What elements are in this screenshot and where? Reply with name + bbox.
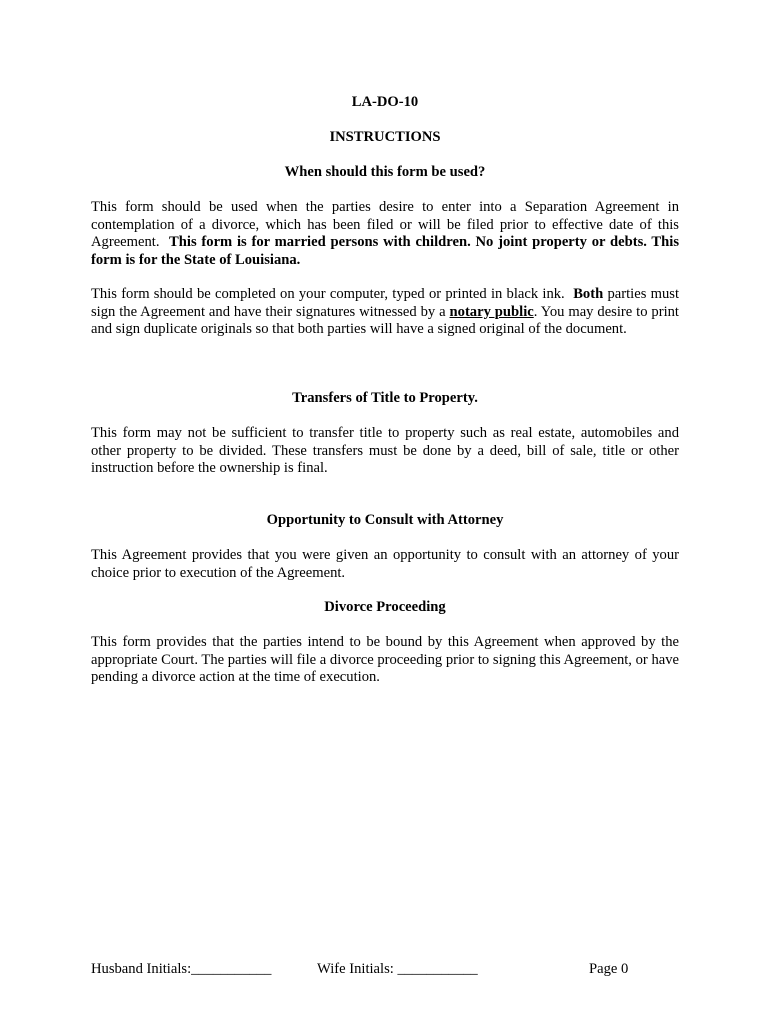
paragraph-completion: [91, 286, 679, 339]
completion-bold-both: Both: [573, 286, 604, 302]
completion-text-a: This form should be completed on your computer, typed or printed in black ink.: [91, 286, 565, 302]
wife-initials-field[interactable]: Wife Initials: ___________: [317, 961, 478, 977]
form-id: LA-DO-10: [351, 94, 419, 110]
paragraph-divorce: This form provides that the parties intend to be bound by this Agreement when approved by the appropriate Court. The parties will file a divorce proceeding prior to signing this Agreement, or have pending a divorce action at the time of execution.: [91, 634, 679, 685]
section-title-divorce: Divorce Proceeding: [324, 599, 446, 615]
completion-text-b: parties must sign the Agreement and have their signatures witnessed by a: [91, 286, 679, 320]
section-title-attorney: Opportunity to Consult with Attorney: [266, 512, 504, 528]
section-title-when: When should this form be used?: [284, 164, 486, 180]
section-title-transfers: Transfers of Title to Property.: [292, 390, 478, 406]
paragraph-transfers: This form may not be sufficient to transfer title to property such as real estate, automobiles and other property to be divided. These transfers must be done by a deed, bill of sale, title or other instruction before the ownership is final.: [91, 425, 679, 476]
paragraph-when-usage: [91, 199, 679, 269]
notary-public-term: notary public: [449, 303, 534, 320]
page-number: Page 0: [589, 961, 629, 977]
when-text: This form should be used when the parties desire to enter into a Separation Agreement in contemplation of a divorce, which has been filed or will be filed prior to effective date of this Agreement.: [91, 199, 679, 250]
document-page: [91, 0, 679, 1024]
when-bold-note: This form is for married persons with children. No joint property or debts. This form is for the State of Louisiana.: [91, 234, 680, 268]
paragraph-attorney: This Agreement provides that you were given an opportunity to consult with an attorney of your choice prior to execution of the Agreement.: [91, 547, 679, 581]
husband-initials-field[interactable]: Husband Initials:___________: [91, 961, 272, 977]
instructions-heading: INSTRUCTIONS: [329, 129, 441, 145]
page-footer: [91, 961, 679, 981]
completion-text-c: . You may desire to print and sign duplicate originals so that both parties will have a signed original of the document.: [91, 303, 679, 337]
